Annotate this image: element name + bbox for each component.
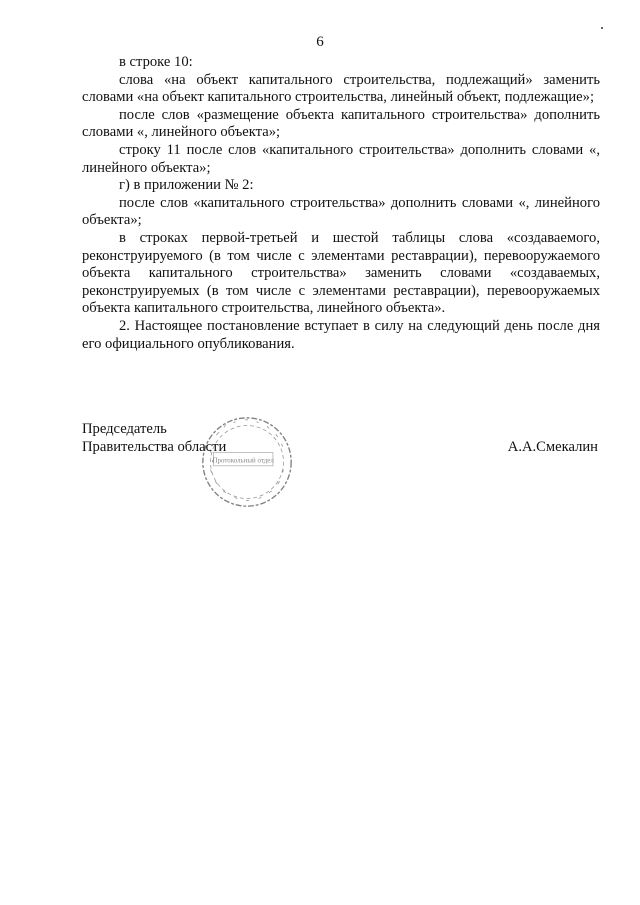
signature-block	[82, 420, 600, 520]
paragraph-appendix-2: г) в приложении № 2:	[119, 177, 254, 194]
paragraph-replace-words: слова «на объект капитального строительства, подлежащий» заменить словами «на объект капитального строительства, линейный объект, подлежащие»;	[82, 71, 600, 106]
signatory-title-line-2: Правительства области	[82, 439, 227, 455]
page-number: 6	[316, 34, 324, 50]
scan-speck	[601, 27, 603, 29]
document-body	[82, 54, 600, 353]
paragraph-effective-date: 2. Настоящее постановление вступает в силу на следующий день после дня его официального опубликования.	[82, 317, 600, 352]
paragraph-add-after-words: после слов «капитального строительства» дополнить словами «, линейного объекта»;	[82, 194, 600, 229]
paragraph-line-10: в строке 10:	[119, 54, 193, 70]
paragraph-table-rows: в строках первой-третьей и шестой таблицы слова «создаваемого, реконструируемого (в том числе с элементами реставрации), перевооружаемого объекта капитального строительства» заменить словами «создаваемых, реконструируемых (в том числе с элементами реставрации), перевооружаемых объекта капитального строительства, линейного объекта».	[82, 229, 600, 317]
signatory-name: А.А.Смекалин	[507, 439, 598, 455]
signatory-title-line-1: Председатель	[82, 421, 167, 437]
signatory-title	[82, 420, 226, 456]
paragraph-line-11: строку 11 после слов «капитального строительства» дополнить словами «, линейного объекта»;	[82, 141, 600, 176]
paragraph-add-after-placement: после слов «размещение объекта капитального строительства» дополнить словами «, линейного объекта»;	[82, 106, 600, 141]
seal-inner-text: Протокольный отдел	[212, 457, 274, 465]
